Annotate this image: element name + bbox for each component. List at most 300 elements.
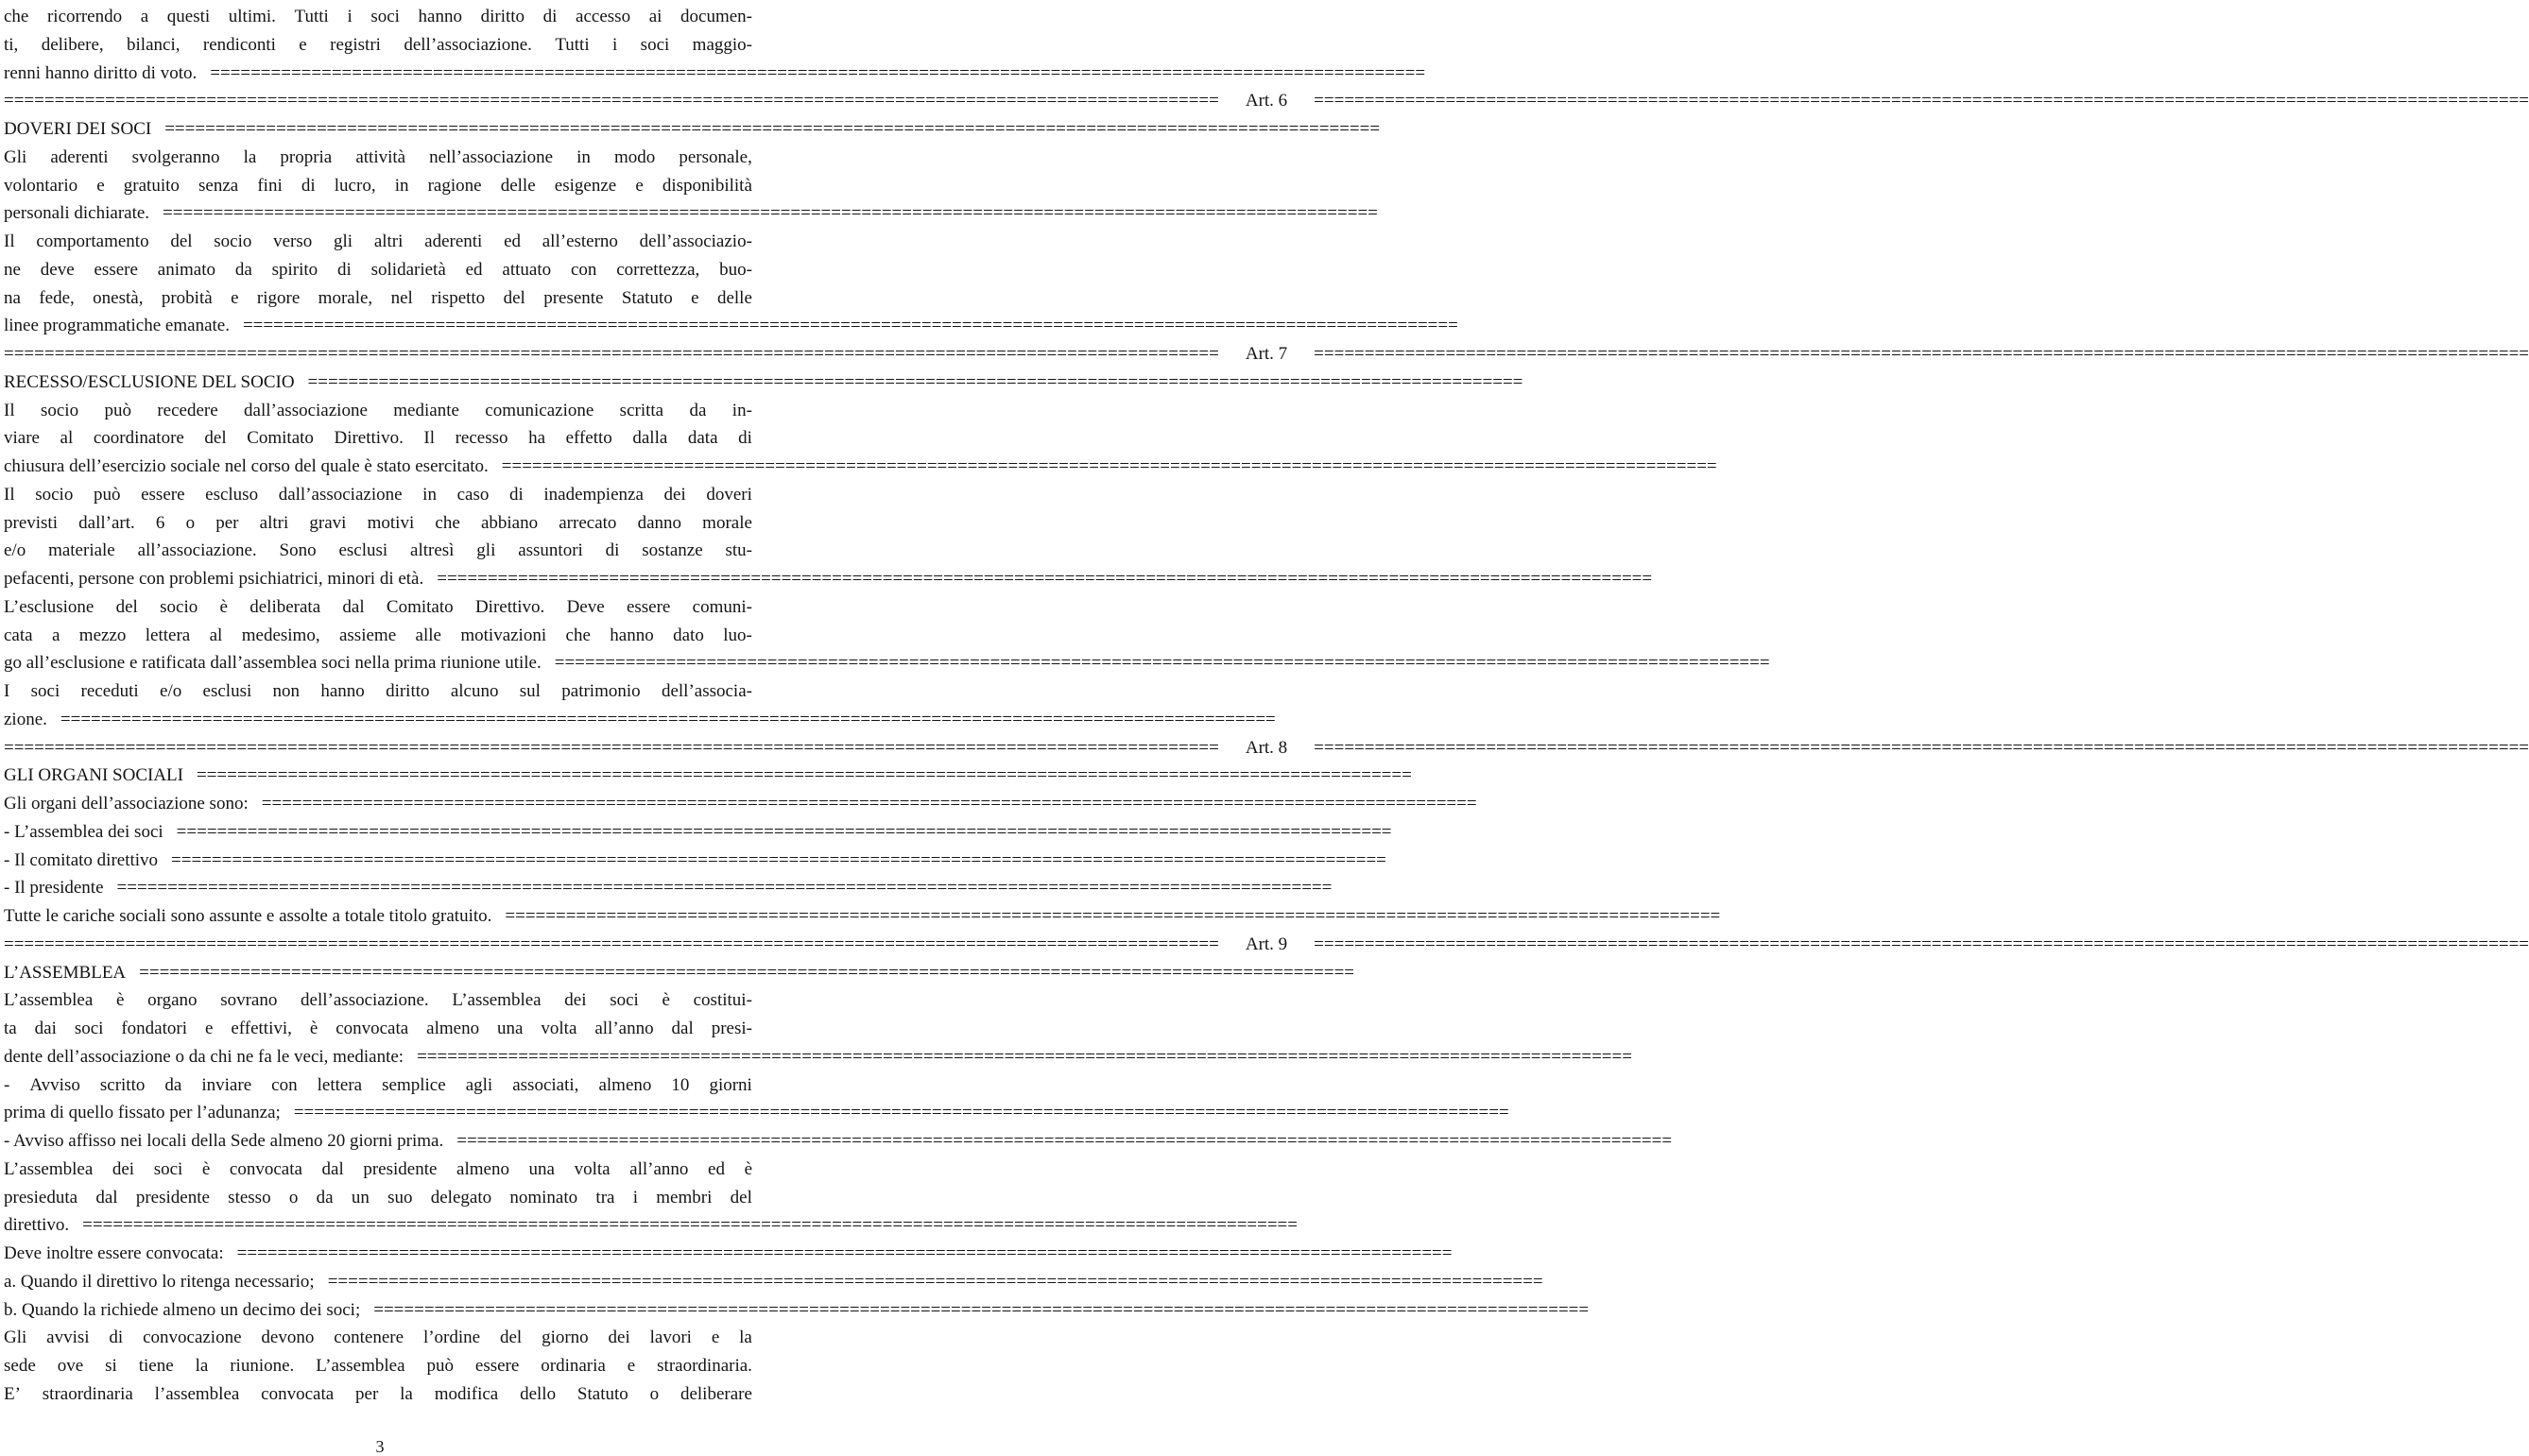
line-text: chiusura dell’esercizio sociale nel corso del quale è stato esercitato. (4, 456, 489, 476)
text-line (4, 60, 1426, 87)
word: gli (334, 231, 353, 251)
word: ragione (427, 175, 482, 196)
word: sul (519, 681, 541, 701)
word: esigenze (554, 175, 617, 196)
word: può (93, 484, 121, 505)
filler-rule: ======================================================================================================================== (4, 344, 1219, 364)
word: Avviso (29, 1074, 80, 1095)
word: giorni (709, 1074, 752, 1095)
word: escluso (205, 484, 259, 505)
line-text: - Il presidente (4, 878, 104, 899)
word: buo- (719, 259, 752, 280)
word: spirito (271, 259, 318, 280)
word: e (635, 175, 644, 196)
word: ai (648, 7, 662, 26)
word: disponibilità (662, 175, 752, 196)
word: contenere (334, 1328, 404, 1348)
line-text: RECESSO/ESCLUSIONE DEL SOCIO (4, 371, 295, 392)
word: delegato (430, 1187, 492, 1208)
word: dall’associazione (244, 400, 368, 420)
article-number: Art. 7 (1245, 344, 1288, 364)
word: un (351, 1187, 370, 1208)
word: da (164, 1074, 182, 1095)
word: nominato (509, 1187, 578, 1208)
word: e (231, 287, 239, 308)
word: in (422, 484, 437, 505)
word: ed (708, 1158, 725, 1179)
text-line (4, 369, 1523, 396)
word: volontario (4, 175, 78, 196)
word: registri (330, 34, 381, 55)
word: scritto (99, 1074, 146, 1095)
word: all’associazione. (137, 540, 257, 561)
word: questi (166, 7, 211, 26)
word: straordinaria. (657, 1356, 752, 1376)
line-text: zione. (4, 709, 47, 729)
word: di (508, 484, 524, 505)
article-heading-line (4, 88, 2529, 114)
text-line (4, 566, 1653, 592)
word: di (542, 7, 558, 26)
text-line (4, 903, 1721, 930)
word: da (689, 400, 707, 420)
text-line (4, 819, 1392, 846)
filler-rule: ======================================================================================================================== (1314, 934, 2529, 954)
word: diritto (386, 681, 430, 701)
word: recedere (157, 400, 218, 420)
word: e/o (160, 681, 182, 701)
word: data (687, 428, 718, 449)
filler-rule: ======================================================================================================================== (437, 569, 1653, 589)
word: viare (4, 428, 40, 449)
word: esclusi (202, 681, 252, 701)
word: dal (321, 1158, 344, 1179)
word: Gli (4, 146, 27, 167)
word: delibere, (41, 34, 104, 55)
word: dei (608, 1328, 630, 1348)
word: Tutti (294, 7, 329, 26)
line-text: - Il comitato direttivo (4, 849, 159, 870)
word: effetto (565, 428, 612, 449)
word: giorno (542, 1328, 589, 1348)
word: sede (4, 1356, 36, 1376)
word: almeno (426, 1019, 480, 1038)
article-number: Art. 9 (1245, 934, 1288, 954)
word: gravi (309, 512, 347, 533)
word: L’assemblea (4, 1158, 94, 1179)
word: probità (161, 287, 213, 308)
filler-rule: ======================================================================================================================== (176, 821, 1392, 842)
word: la (195, 1356, 209, 1376)
word: nell’associazione (429, 146, 554, 167)
text-line (4, 1381, 752, 1408)
filler-rule: ======================================================================================================================== (116, 878, 1333, 899)
word: altresì (410, 540, 455, 561)
word: L’esclusione (4, 596, 95, 617)
word: esclusi (338, 540, 388, 561)
word: straordinaria (42, 1383, 133, 1404)
filler-rule: ======================================================================================================================== (307, 371, 1523, 392)
word: comuni- (692, 596, 752, 617)
page-number: 3 (375, 1437, 385, 1456)
text-line (4, 425, 752, 452)
word: modo (613, 146, 656, 167)
article-number: Art. 6 (1245, 91, 1288, 111)
word: verso (273, 231, 313, 251)
word: ed (465, 259, 483, 280)
text-line (4, 875, 1333, 901)
text-line (4, 1353, 752, 1379)
word: del (204, 428, 227, 449)
word: dello (520, 1383, 557, 1404)
word: dei (112, 1158, 135, 1179)
word: a (140, 7, 149, 26)
word: ed (504, 231, 522, 251)
word: fini (257, 175, 283, 196)
word: assuntori (518, 540, 583, 561)
line-text: DOVERI DEI SOCI (4, 119, 152, 139)
word: coordinatore (93, 428, 184, 449)
word: del (170, 231, 193, 251)
word: e (299, 34, 307, 55)
line-text: linee programmatiche emanate. (4, 316, 230, 336)
word: all’anno (629, 1158, 689, 1179)
filler-rule: ======================================================================================================================== (501, 456, 1717, 476)
word: tra (595, 1187, 615, 1208)
word: dell’associa- (661, 681, 752, 701)
word: convocazione (143, 1328, 242, 1348)
word: caso (456, 484, 490, 505)
word: doveri (706, 484, 752, 505)
word: e (627, 1356, 636, 1376)
word: 6 (155, 512, 165, 533)
filler-rule: ======================================================================================================================== (4, 934, 1219, 954)
word: ordinaria (541, 1356, 606, 1376)
word: lettera (145, 625, 191, 645)
word: altri (259, 512, 289, 533)
filler-rule: ======================================================================================================================== (139, 962, 1354, 983)
word: medesimo, (241, 625, 320, 645)
filler-rule: ======================================================================================================================== (505, 906, 1721, 926)
word: dell’associazione. (404, 34, 532, 55)
text-line (4, 313, 1458, 339)
text-line (4, 1297, 1590, 1324)
word: effettivi, (231, 1019, 292, 1038)
word: cata (4, 625, 33, 645)
word: fondatori (121, 1019, 188, 1038)
word: stu- (725, 540, 752, 561)
word: Sono (279, 540, 317, 561)
article-number: Art. 8 (1245, 737, 1288, 758)
word: aderenti (50, 146, 109, 167)
filler-rule: ======================================================================================================================== (1314, 737, 2529, 758)
word: di (337, 259, 352, 280)
word: convocata (335, 1019, 409, 1038)
word: arrecato (559, 512, 617, 533)
word: presente (543, 287, 604, 308)
word: è (662, 990, 670, 1011)
word: che (565, 625, 591, 645)
filler-rule: ======================================================================================================================== (1314, 91, 2529, 111)
word: inviare (201, 1074, 252, 1095)
word: l’ordine (422, 1328, 481, 1348)
text-line (4, 987, 752, 1014)
filler-rule: ======================================================================================================================== (236, 1243, 1453, 1263)
word: e (96, 175, 105, 196)
word: soci (640, 34, 670, 55)
word: L’assemblea (4, 990, 94, 1011)
filler-rule: ======================================================================================================================== (171, 849, 1386, 870)
text-line (4, 650, 1770, 677)
text-line (4, 1072, 752, 1099)
word: abbiano (480, 512, 539, 533)
word: aderenti (424, 231, 483, 251)
word: previsti (4, 512, 58, 533)
filler-rule: ======================================================================================================================== (242, 316, 1458, 336)
article-heading-line (4, 932, 2529, 958)
word: Comitato (386, 596, 454, 617)
text-line (4, 1044, 1632, 1071)
word: che (435, 512, 460, 533)
word: di (605, 540, 620, 561)
word: al (209, 625, 223, 645)
word: Il (4, 484, 15, 505)
word: membri (656, 1187, 713, 1208)
word: a (51, 625, 60, 645)
word: convocata (261, 1383, 335, 1404)
word: dall’associazione (278, 484, 403, 505)
word: semplice (382, 1074, 446, 1095)
word: di (738, 428, 752, 449)
word: presi- (711, 1019, 752, 1038)
article-heading-line (4, 341, 2529, 368)
word: Statuto (621, 287, 673, 308)
filler-rule: ======================================================================================================================== (4, 91, 1219, 111)
filler-rule: ======================================================================================================================== (261, 794, 1477, 814)
word: all’anno (594, 1019, 654, 1038)
word: associati, (512, 1074, 579, 1095)
word: morale, (318, 287, 373, 308)
word: delle (716, 287, 752, 308)
word: deliberata (249, 596, 321, 617)
word: di (109, 1328, 124, 1348)
word: dall’art. (78, 512, 135, 533)
word: scritta (619, 400, 664, 420)
word: gratuito (123, 175, 180, 196)
word: receduti (80, 681, 139, 701)
word: Statuto (576, 1383, 628, 1404)
word: deliberare (680, 1383, 752, 1404)
text-line (4, 1100, 1509, 1126)
word: una (497, 1019, 524, 1038)
word: luo- (723, 625, 752, 645)
word: comunicazione (485, 400, 594, 420)
word: L’assemblea (452, 990, 542, 1011)
word: soci (30, 681, 60, 701)
text-line (4, 32, 752, 59)
text-line (4, 398, 752, 424)
word: una (528, 1158, 555, 1179)
word: agli (465, 1074, 493, 1095)
word: ti, (4, 34, 19, 55)
word: hanno (610, 625, 654, 645)
word: mediante (393, 400, 459, 420)
word: mezzo (78, 625, 127, 645)
word: e (204, 1019, 214, 1038)
word: è (115, 990, 125, 1011)
filler-rule: ======================================================================================================================== (327, 1271, 1543, 1292)
word: avvisi (46, 1328, 90, 1348)
word: Il (4, 400, 15, 420)
word: dai (34, 1019, 57, 1038)
word: presidente (363, 1158, 438, 1179)
word: essere (141, 484, 185, 505)
word: volta (541, 1019, 577, 1038)
word: tiene (138, 1356, 174, 1376)
word: - (4, 1074, 10, 1095)
text-line (4, 454, 1717, 480)
word: assieme (338, 625, 397, 645)
text-line (4, 200, 1378, 227)
word: soci (610, 990, 639, 1011)
word: essere (626, 596, 671, 617)
line-text: - L’assemblea dei soci (4, 821, 163, 842)
word: ha (528, 428, 545, 449)
word: di (301, 175, 316, 196)
filler-rule: ======================================================================================================================== (163, 203, 1378, 224)
word: al (60, 428, 74, 449)
text-line (4, 762, 1412, 789)
word: da (234, 259, 252, 280)
filler-rule: ======================================================================================================================== (60, 709, 1276, 729)
word: presidente (135, 1187, 210, 1208)
word: può (426, 1356, 454, 1376)
text-line (4, 1241, 1453, 1267)
text-line (4, 1156, 752, 1183)
word: morale (702, 512, 752, 533)
word: svolgeranno (131, 146, 220, 167)
word: fede, (39, 287, 75, 308)
filler-rule: ======================================================================================================================== (210, 62, 1426, 83)
text-line (4, 1185, 752, 1211)
word: hanno (320, 681, 365, 701)
word: comportamento (36, 231, 149, 251)
word: suo (387, 1187, 413, 1208)
word: correttezza, (616, 259, 700, 280)
word: lucro, (334, 175, 376, 196)
word: essere (474, 1356, 520, 1376)
text-line (4, 4, 752, 30)
word: dei (564, 990, 587, 1011)
word: Direttivo. (334, 428, 404, 449)
line-text: L’ASSEMBLEA (4, 962, 127, 983)
word: e (691, 287, 699, 308)
word: dal (342, 596, 365, 617)
word: nel (390, 287, 413, 308)
word: dalla (632, 428, 668, 449)
word: patrimonio (561, 681, 641, 701)
text-line (4, 960, 1354, 986)
word: soci (153, 1158, 183, 1179)
word: socio (214, 231, 252, 251)
word: dei (663, 484, 686, 505)
word: rendiconti (202, 34, 276, 55)
word: 10 (671, 1074, 690, 1095)
word: con (271, 1074, 298, 1095)
word: sovrano (220, 990, 278, 1011)
word: costitui- (693, 990, 752, 1011)
word: in (576, 146, 591, 167)
line-text: Deve inoltre essere convocata: (4, 1243, 224, 1263)
word: e (711, 1328, 720, 1348)
word: diritto (480, 7, 525, 26)
text-line (4, 1016, 752, 1042)
word: delle (500, 175, 536, 196)
text-line (4, 510, 752, 537)
word: i (612, 34, 618, 55)
word: onestà, (93, 287, 144, 308)
word: motivazioni (460, 625, 547, 645)
text-line (4, 678, 752, 705)
filler-rule: ======================================================================================================================== (417, 1046, 1632, 1067)
text-line (4, 707, 1276, 733)
word: è (219, 596, 228, 617)
word: o (288, 1187, 299, 1208)
word: è (201, 1158, 211, 1179)
filler-rule: ======================================================================================================================== (196, 765, 1412, 786)
word: del (499, 1328, 523, 1348)
word: Comitato (247, 428, 314, 449)
line-text: GLI ORGANI SOCIALI (4, 765, 183, 786)
text-line (4, 791, 1477, 817)
word: con (570, 259, 597, 280)
word: Gli (4, 1328, 27, 1348)
word: all’esterno (542, 231, 618, 251)
word: lavori (649, 1328, 692, 1348)
word: o (185, 512, 196, 533)
word: E’ (4, 1383, 21, 1404)
word: dato (673, 625, 704, 645)
word: essere (94, 259, 138, 280)
word: soci (74, 1019, 104, 1038)
word: recesso (455, 428, 508, 449)
word: na (4, 287, 21, 308)
filler-rule: ======================================================================================================================== (456, 1131, 1673, 1151)
word: rigore (256, 287, 301, 308)
word: può (104, 400, 131, 420)
word: almeno (456, 1158, 509, 1179)
text-line (4, 848, 1386, 874)
filler-rule: ======================================================================================================================== (373, 1299, 1590, 1320)
word: ove (57, 1356, 84, 1376)
word: personale, (679, 146, 752, 167)
word: dal (95, 1187, 118, 1208)
word: ne (4, 259, 21, 280)
word: bilanci, (127, 34, 181, 55)
word: socio (40, 400, 79, 420)
word: per (215, 512, 239, 533)
word: la (400, 1383, 413, 1404)
word: del (115, 596, 138, 617)
text-line (4, 229, 752, 255)
word: devono (261, 1328, 315, 1348)
line-text: prima di quello fissato per l’adunanza; (4, 1103, 281, 1123)
word: per (355, 1383, 379, 1404)
word: dal (671, 1019, 694, 1038)
word: Il (4, 231, 15, 251)
word: non (272, 681, 301, 701)
word: accesso (576, 7, 631, 26)
